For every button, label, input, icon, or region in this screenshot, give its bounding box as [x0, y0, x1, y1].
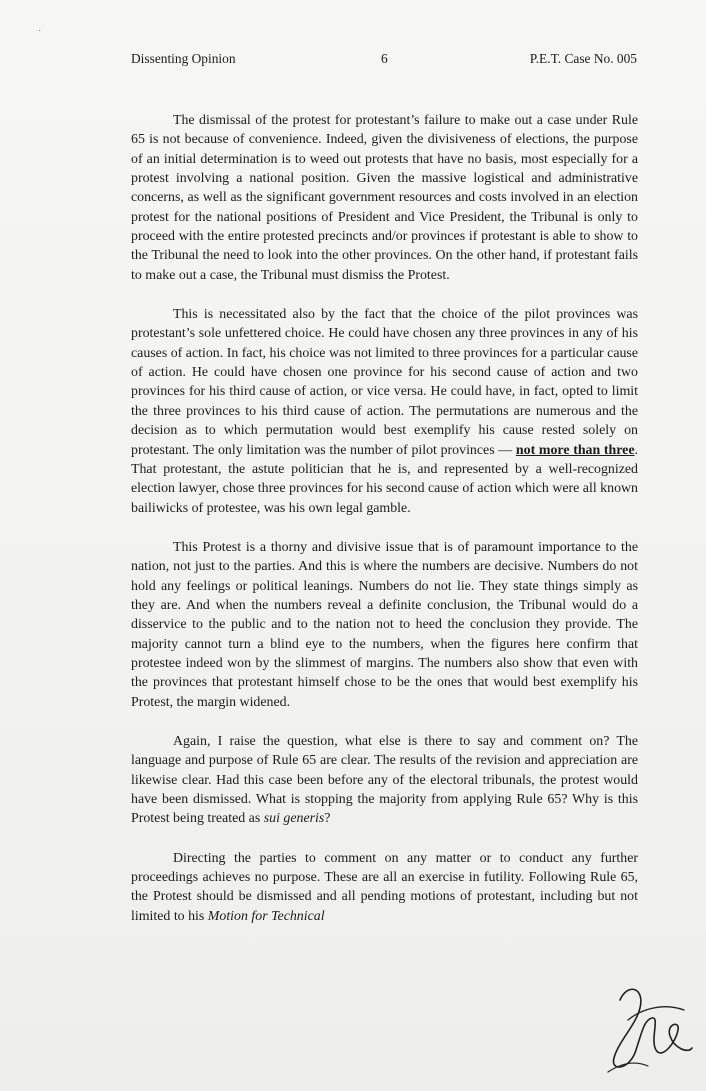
- page-header: [131, 51, 637, 71]
- paragraph-4: [131, 732, 638, 829]
- paragraph-4-text-b: ?: [324, 811, 331, 827]
- emphasis-not-more-than-three: not more than three: [515, 442, 635, 458]
- paragraph-3: This Protest is a thorny and divisive issue that is of paramount importance to the nation, not just to the parties. And this is where the numbers are decisive. Numbers do not hold any feelings or political leanings. Numbers do not lie. They state things simply as they are. And when the numbers reveal a definite conclusion, the Tribunal would do a disservice to the public and to the nation not to heed the conclusion they provide. The majority cannot turn a blind eye to the numbers, when the figures here confirm that protestee indeed won by the slimmest of margins. The numbers also show that even with the provinces that protestant himself chose to be the ones that would best exemplify his Protest, the margin widened.: [131, 539, 638, 710]
- header-title: Dissenting Opinion: [131, 51, 236, 66]
- paragraph-2-text-b: . That protestant, the astute politician that he is, and represented by a well-recognized election lawyer, chose three provinces for his second cause of action which were all known bailiwicks of protestee, was his own legal gamble.: [131, 442, 638, 516]
- paragraph-2-text-a: This is necessitated also by the fact that the choice of the pilot provinces was protestant’s sole unfettered choice. He could have chosen any three provinces in any of his causes of action. In fact, his choice was not limited to three provinces for a particular cause of action. He could have chosen one province for his second cause of action and two provinces for his third cause of action, or vice versa. He could have, in fact, opted to limit the three provinces to his third cause of action. The permutations are numerous and the decision as to which permutation would best exemplify his cause rested solely on protestant. The only limitation was the number of pilot provinces —: [131, 307, 638, 458]
- handwritten-signature: [600, 980, 695, 1080]
- paragraph-2: [131, 305, 638, 518]
- scan-speck: ·: [38, 26, 42, 37]
- paragraph-4-text-a: Again, I raise the question, what else is there to say and comment on? The language and purpose of Rule 65 are clear. The results of the revision and appreciation are likewise clear. Had this case been before any of the electoral tribunals, the protest would have been dismissed. What is stopping the majority from applying Rule 65? Why is this Protest being treated as: [131, 733, 638, 827]
- italic-sui-generis: sui generis: [263, 811, 325, 827]
- page-number: 6: [381, 51, 388, 66]
- paragraph-5-text-a: Directing the parties to comment on any matter or to conduct any further proceedings achieves no purpose. These are all an exercise in futility. Following Rule 65, the Protest should be dismissed and all pending motions of protestant, including but not limited to his: [131, 850, 638, 924]
- document-body: [131, 111, 638, 946]
- paragraph-5: [131, 849, 638, 926]
- italic-motion-for-technical: Motion for Technical: [207, 908, 325, 924]
- paragraph-1: The dismissal of the protest for protestant’s failure to make out a case under Rule 65 is not because of convenience. Indeed, given the divisiveness of elections, the purpose of an initial determination is to weed out protests that have no basis, most especially for a protest involving a national position. Given the massive logistical and administrative concerns, as well as the significant government resources and costs involved in an election protest for the national positions of President and Vice President, the Tribunal is only to proceed with the entire protested precincts and/or provinces if protestant is able to show to the Tribunal the need to look into the other provinces. On the other hand, if protestant fails to make out a case, the Tribunal must dismiss the Protest.: [131, 113, 638, 283]
- case-number: P.E.T. Case No. 005: [529, 51, 637, 66]
